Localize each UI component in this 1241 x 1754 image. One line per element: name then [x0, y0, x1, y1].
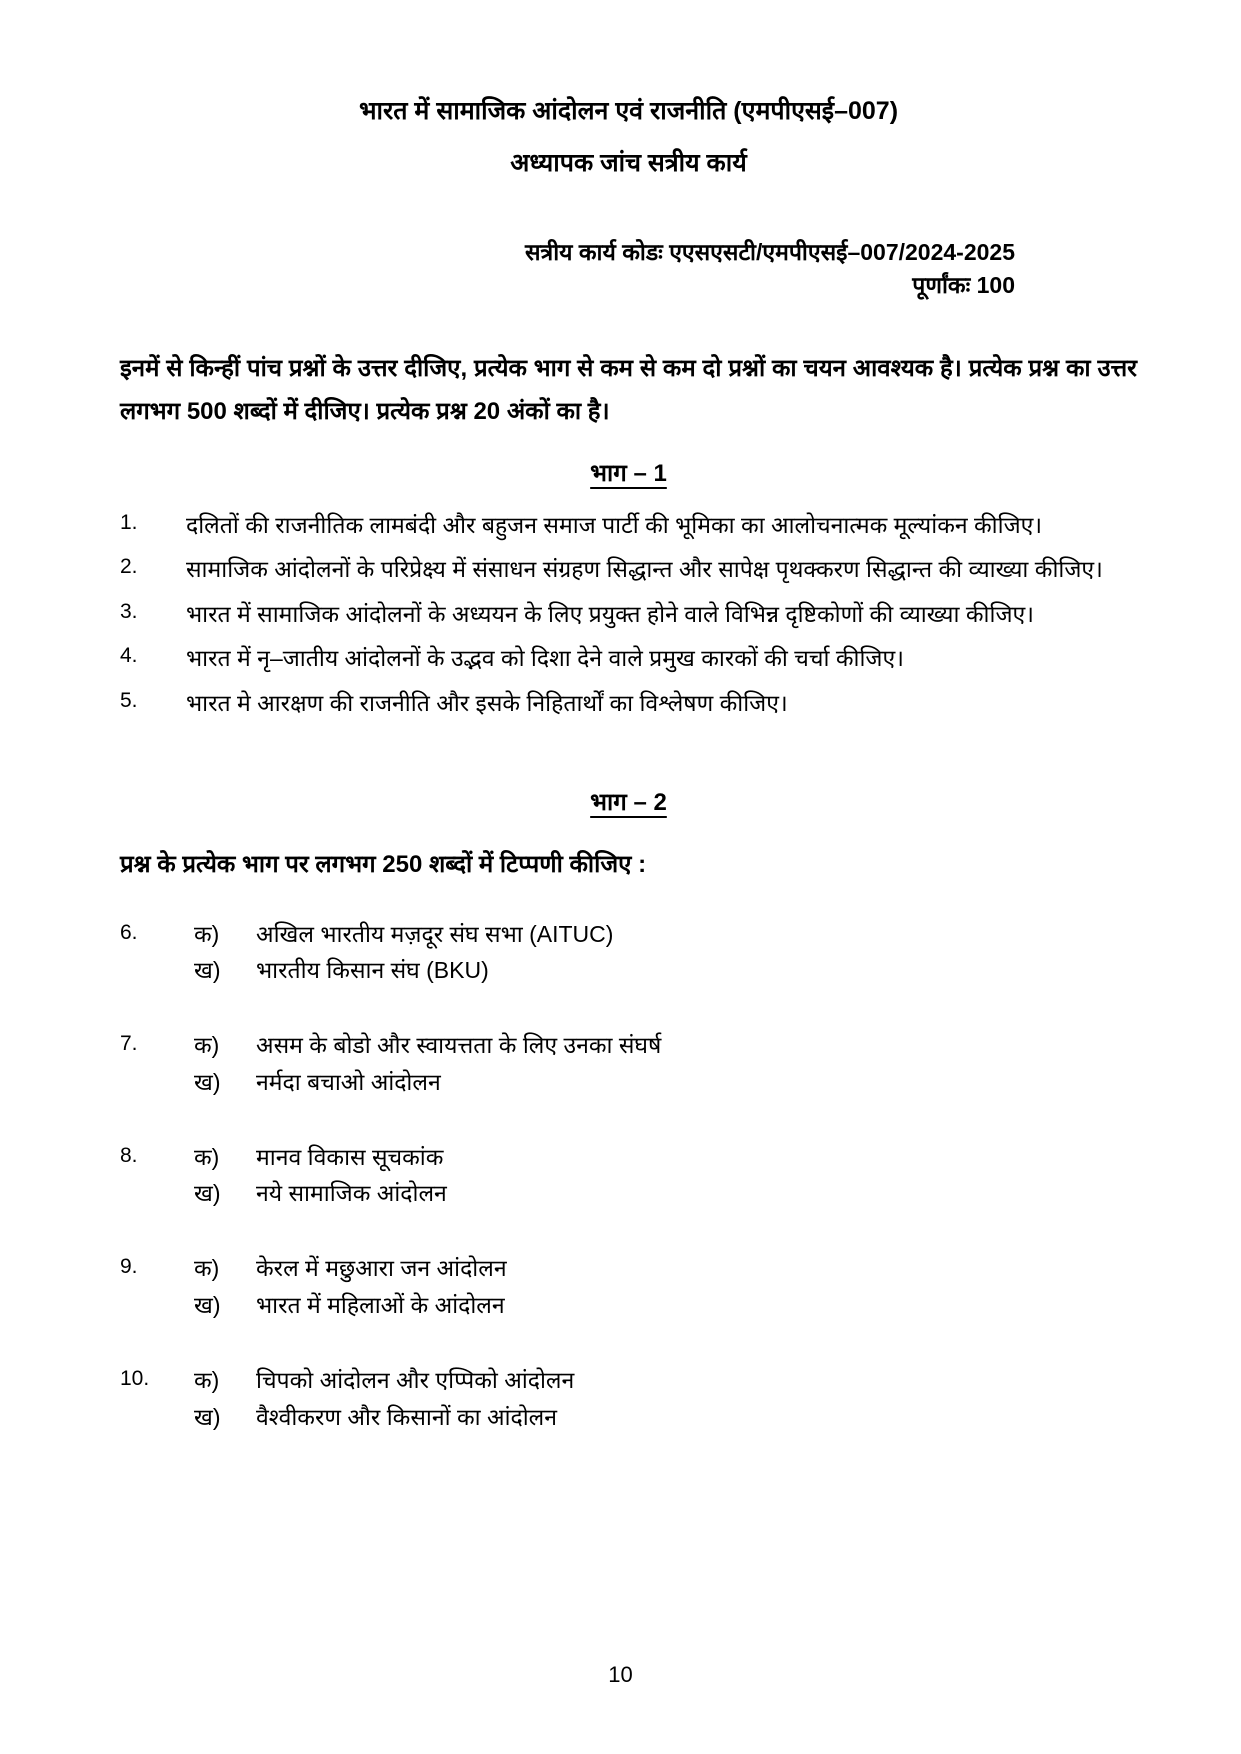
subpart-text: भारतीय किसान संघ (BKU): [256, 957, 489, 984]
question-block: [120, 1362, 1137, 1436]
subpart-text: अखिल भारतीय मज़दूर संघ सभा (AITUC): [256, 920, 614, 947]
subpart-text: नर्मदा बचाओ आंदोलन: [256, 1068, 441, 1095]
question-row: [120, 503, 1137, 547]
question-block: [120, 1139, 1137, 1213]
subpart-text: वैश्वीकरण और किसानों का आंदोलन: [256, 1403, 558, 1430]
subpart-text: केरल में मछुआरा जन आंदोलन: [256, 1255, 507, 1282]
question-block: [120, 1250, 1137, 1324]
question-row: [120, 681, 1137, 725]
question-text: सामाजिक आंदोलनों के परिप्रेक्ष्य में संसाधन संग्रहण सिद्धान्त और सापेक्ष पृथक्करण सिद्धान्त की व्याख्या कीजिए।: [186, 556, 1103, 583]
question-subrow: [120, 1362, 1137, 1399]
question-row: [120, 547, 1137, 591]
subpart-label: क): [194, 920, 220, 947]
question-block: [120, 1027, 1137, 1101]
question-subrow: [120, 1027, 1137, 1064]
assignment-code-block: [120, 236, 1015, 303]
question-row: [120, 636, 1137, 680]
part2-heading: भाग – 2: [590, 788, 667, 816]
subpart-label: क): [194, 1143, 220, 1170]
question-subrow: [120, 1175, 1137, 1212]
title-block: [120, 96, 1137, 178]
subpart-label: ख): [194, 1180, 221, 1207]
subpart-label: ख): [194, 1403, 221, 1430]
question-subrow: [120, 952, 1137, 989]
subpart-label: ख): [194, 1292, 221, 1319]
subpart-label: ख): [194, 1068, 221, 1095]
part2-instruction: प्रश्न के प्रत्येक भाग पर लगभग 250 शब्दों में टिप्पणी कीजिए :: [120, 850, 647, 878]
assignment-subtitle: अध्यापक जांच सत्रीय कार्य: [510, 149, 747, 177]
max-marks: पूर्णांकः 100: [912, 272, 1015, 299]
subpart-label: क): [194, 1255, 220, 1282]
question-number: 6.: [120, 920, 138, 944]
question-number: 4.: [120, 644, 138, 668]
question-block: [120, 916, 1137, 990]
question-subrow: [120, 916, 1137, 953]
subpart-label: क): [194, 1032, 220, 1059]
question-number: 10.: [120, 1366, 150, 1390]
question-number: 3.: [120, 599, 138, 623]
general-instructions: इनमें से किन्हीं पांच प्रश्नों के उत्तर दीजिए, प्रत्येक भाग से कम से कम दो प्रश्नों का चयन आवश्यक है। प्रत्येक प्रश्न का उत्तर लगभग 500 शब्दों में दीजिए। प्रत्येक प्रश्न 20 अंकों का है।: [120, 354, 1137, 426]
part2-question-list: [120, 916, 1137, 1436]
subpart-label: ख): [194, 957, 221, 984]
subpart-text: असम के बोडो और स्वायत्तता के लिए उनका संघर्ष: [256, 1032, 662, 1059]
page-number: 10: [608, 1662, 633, 1687]
question-number: 5.: [120, 688, 138, 712]
question-number: 1.: [120, 511, 138, 535]
subpart-text: मानव विकास सूचकांक: [256, 1143, 444, 1170]
subpart-text: चिपको आंदोलन और एप्पिको आंदोलन: [256, 1366, 575, 1393]
subpart-text: नये सामाजिक आंदोलन: [256, 1180, 447, 1207]
question-subrow: [120, 1250, 1137, 1287]
question-number: 9.: [120, 1255, 138, 1279]
question-text: भारत में नृ–जातीय आंदोलनों के उद्भव को दिशा देने वाले प्रमुख कारकों की चर्चा कीजिए।: [186, 645, 904, 672]
part1-question-list: [120, 503, 1137, 725]
question-row: [120, 592, 1137, 636]
question-text: भारत में सामाजिक आंदोलनों के अध्ययन के लिए प्रयुक्त होने वाले विभिन्न दृष्टिकोणों की व्याख्या कीजिए।: [186, 600, 1034, 627]
question-subrow: [120, 1064, 1137, 1101]
part1-heading: भाग – 1: [590, 460, 667, 488]
assignment-code: सत्रीय कार्य कोडः एएसएसटी/एमपीएसई–007/2024-2025: [524, 239, 1015, 265]
question-number: 7.: [120, 1032, 138, 1056]
question-subrow: [120, 1399, 1137, 1436]
course-title: भारत में सामाजिक आंदोलन एवं राजनीति (एमपीएसई–007): [358, 97, 899, 125]
question-text: भारत मे आरक्षण की राजनीति और इसके निहितार्थों का विश्लेषण कीजिए।: [186, 689, 788, 716]
question-subrow: [120, 1287, 1137, 1324]
question-number: 2.: [120, 555, 138, 579]
question-subrow: [120, 1139, 1137, 1176]
question-text: दलितों की राजनीतिक लामबंदी और बहुजन समाज पार्टी की भूमिका का आलोचनात्मक मूल्यांकन कीजिए।: [186, 512, 1043, 539]
subpart-label: क): [194, 1366, 220, 1393]
question-number: 8.: [120, 1143, 138, 1167]
subpart-text: भारत में महिलाओं के आंदोलन: [256, 1292, 505, 1319]
